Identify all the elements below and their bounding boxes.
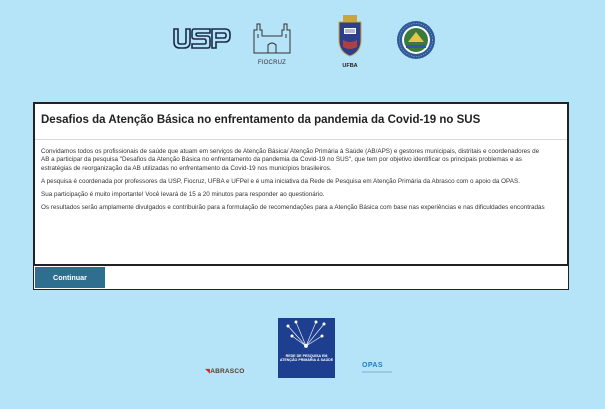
opas-logo	[362, 362, 392, 373]
ufpel-logo	[396, 20, 436, 65]
opas-underline	[362, 371, 392, 373]
usp-logo	[172, 28, 232, 55]
ufba-label: UFBA	[342, 63, 358, 69]
usp-logo-icon	[172, 28, 232, 50]
fiocruz-label: FIOCRUZ	[257, 60, 287, 66]
abrasco-label: ABRASCO	[210, 368, 245, 375]
page-title: Desafios da Atenção Básica no enfrentamento da pandemia da Covid-19 no SUS	[41, 114, 481, 126]
rede-label: REDE DE PESQUISA EM ATENÇÃO PRIMÁRIA À SAÚDE	[279, 354, 334, 363]
fiocruz-logo	[246, 20, 298, 70]
participation-paragraph: Sua participação é muito importante! Você levará de 15 a 20 minutos para responder ao questionário.	[41, 191, 325, 199]
partner-logos-top	[0, 14, 605, 70]
card-body	[35, 140, 567, 213]
results-paragraph: Os resultados serão amplamente divulgados e contribuirão para a formulação de recomendações para a Atenção Básica com base nas experiências e nas dificuldades encontradas	[41, 204, 545, 212]
ufpel-seal-icon	[396, 20, 436, 60]
card-footer	[34, 264, 568, 289]
rede-network-icon	[278, 318, 335, 354]
abrasco-mark-icon: ◥	[205, 368, 211, 375]
intro-paragraph: Convidamos todos os profissionais de saúde que atuam em serviços de Atenção Básica/ Atenção Primária à Saúde (AB/APS) e gestores municipais, distritais e coordenadores de AB a participar da pesquisa "Desafios da Atenção Básica no enfrentamento da pandemia da Covid-19 no SUS", que tem por objetivo identificar os principais problemas e as estratégias de reorganização da AB utilizadas no enfrentamento da Covid-19 nos municípios brasileiros.	[41, 148, 540, 172]
fiocruz-castle-icon	[252, 20, 292, 54]
card-header	[35, 104, 567, 140]
rede-pesquisa-logo	[278, 318, 335, 378]
abrasco-logo	[205, 367, 244, 377]
opas-label: OPAS	[362, 362, 383, 369]
coordination-paragraph: A pesquisa é coordenada por professores da USP, Fiocruz, UFBA e UFPel e é uma iniciativa da Rede de Pesquisa em Atenção Primária da Abrasco com o apoio da OPAS.	[41, 177, 520, 185]
continue-button[interactable]: Continuar	[35, 267, 105, 288]
ufba-crest-icon	[335, 14, 365, 58]
survey-card	[33, 102, 569, 290]
ufba-logo	[330, 14, 370, 70]
partner-logos-bottom	[0, 318, 605, 388]
